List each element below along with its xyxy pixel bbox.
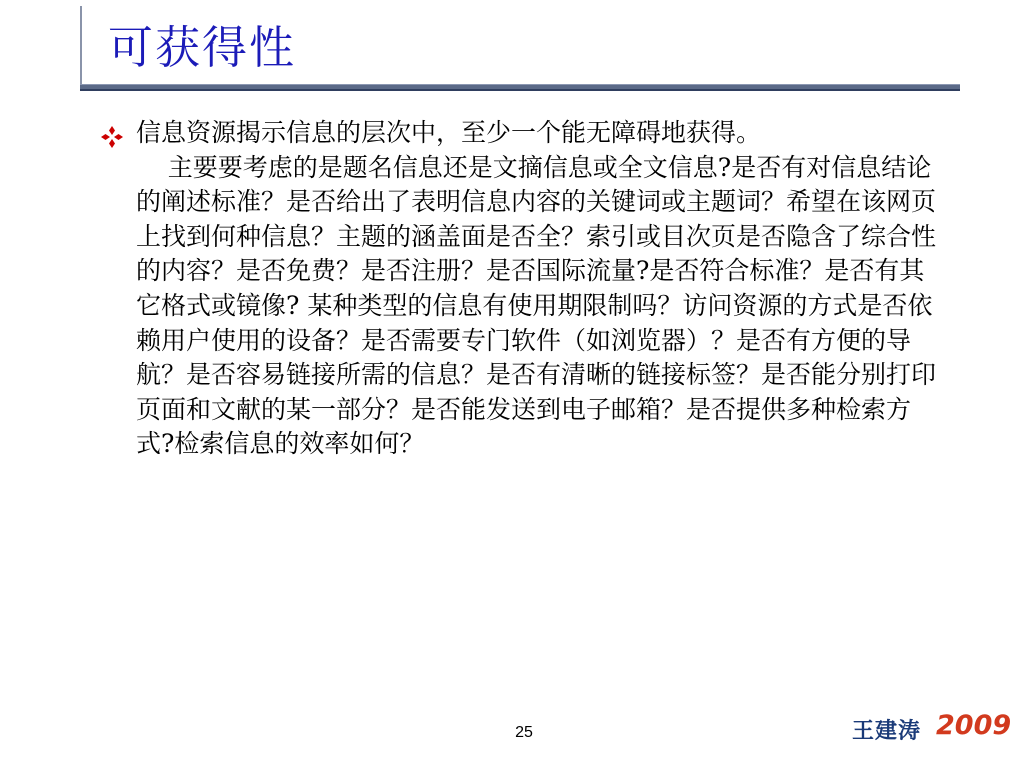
logo-name: 王建涛: [852, 719, 922, 744]
diamond-bullet-icon: [100, 125, 124, 149]
page-title: 可获得性: [108, 21, 297, 74]
vertical-rule: [80, 6, 82, 90]
page-number: 25: [515, 724, 533, 741]
title-divider: [80, 84, 960, 91]
logo-year: 2009: [936, 710, 1012, 741]
author-logo: [848, 708, 1012, 748]
bullet-text: 信息资源揭示信息的层次中，至少一个能无障碍地获得。 主要要考虑的是题名信息还是文摘信息或全文信息?是否有对信息结论的阐述标准？是否给出了表明信息内容的关键词或主题词？希望在该网页上找到何种信息？主题的涵盖面是否全？索引或目次页是否隐含了综合性的内容？是否免费？是否注册？是否国际流量?是否符合标准？是否有其它格式或镜像? 某种类型的信息有使用期限制吗？访问资源的方式是否依赖用户使用的设备？是否需要专门软件（如浏览器）？是否有方便的导航？是否容易链接所需的信息？是否有清晰的链接标签？是否能分别打印页面和文献的某一部分？是否能发送到电子邮箱？是否提供多种检索方式?检索信息的效率如何？: [136, 118, 937, 459]
